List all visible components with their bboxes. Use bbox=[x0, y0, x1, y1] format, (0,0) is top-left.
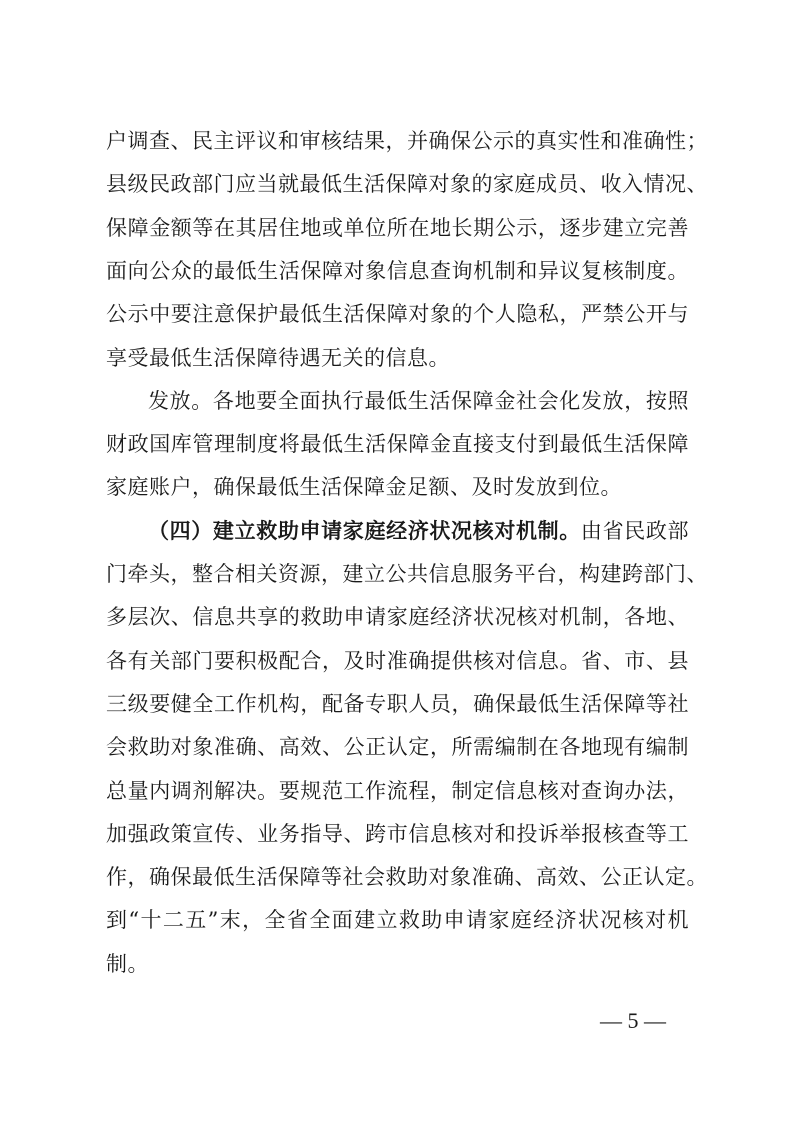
text-line: 县级民政部门应当就最低生活保障对象的家庭成员、收入情况、 bbox=[106, 172, 708, 196]
text-line: 加强政策宣传、业务指导、跨市信息核对和投诉举报核查等工 bbox=[106, 822, 689, 846]
section-text: 由省民政部 bbox=[580, 519, 690, 543]
text-line: 多层次、信息共享的救助申请家庭经济状况核对机制，各地、 bbox=[106, 605, 689, 629]
text-line: 会救助对象准确、高效、公正认定，所需编制在各地现有编制 bbox=[106, 735, 689, 759]
text-line: 保障金额等在其居住地或单位所在地长期公示，逐步建立完善 bbox=[106, 216, 689, 240]
text-line: 总量内调剂解决。要规范工作流程，制定信息核对查询办法， bbox=[106, 779, 689, 803]
paragraph-first-line: 发放。各地要全面执行最低生活保障金社会化发放，按照 bbox=[148, 389, 689, 413]
section-heading-4: （四）建立救助申请家庭经济状况核对机制。 bbox=[148, 518, 581, 543]
text-line: 户调查、民主评议和审核结果，并确保公示的真实性和准确性； bbox=[106, 129, 708, 153]
text-line: 三级要健全工作机构，配备专职人员，确保最低生活保障等社 bbox=[106, 692, 689, 716]
text-line: 面向公众的最低生活保障对象信息查询机制和异议复核制度。 bbox=[106, 259, 689, 283]
text-line: 各有关部门要积极配合，及时准确提供核对信息。省、市、县 bbox=[106, 649, 689, 673]
text-line: 享受最低生活保障待遇无关的信息。 bbox=[106, 346, 450, 370]
text-line: 公示中要注意保护最低生活保障对象的个人隐私，严禁公开与 bbox=[106, 302, 689, 326]
text-line: 门牵头，整合相关资源，建立公共信息服务平台，构建跨部门、 bbox=[106, 562, 708, 586]
text-line: 制。 bbox=[106, 952, 149, 976]
page-number: — 5 — bbox=[600, 1008, 666, 1033]
text-line: 作，确保最低生活保障等社会救助对象准确、高效、公正认定。 bbox=[106, 865, 708, 889]
section-heading-line bbox=[148, 511, 689, 551]
text-line: 财政国库管理制度将最低生活保障金直接支付到最低生活保障 bbox=[106, 432, 689, 456]
text-line: 到“十二五”末，全省全面建立救助申请家庭经济状况核对机 bbox=[106, 908, 689, 932]
text-line: 家庭账户，确保最低生活保障金足额、及时发放到位。 bbox=[106, 475, 622, 499]
